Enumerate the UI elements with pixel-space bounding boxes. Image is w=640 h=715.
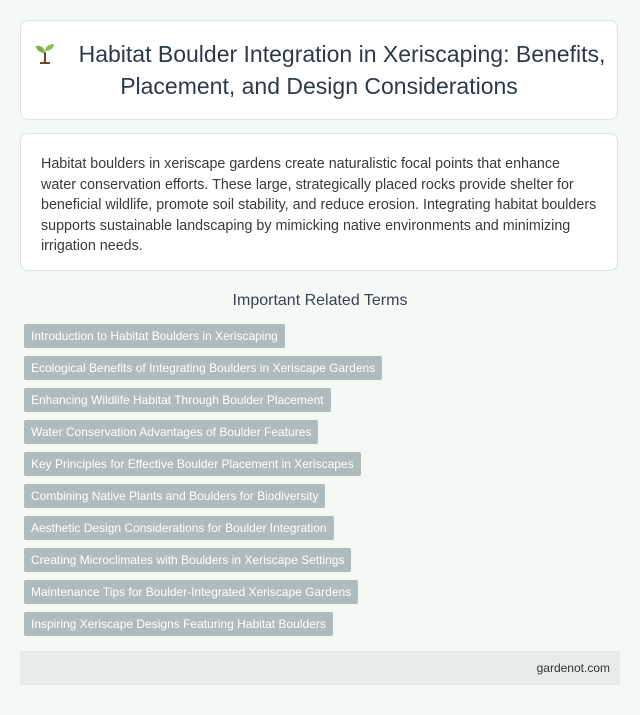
related-term-tag[interactable]: Enhancing Wildlife Habitat Through Boulder Placement	[24, 388, 331, 412]
summary-card	[20, 133, 618, 271]
related-term-tag[interactable]: Water Conservation Advantages of Boulder Features	[24, 420, 318, 444]
related-term-tag[interactable]: Combining Native Plants and Boulders for Biodiversity	[24, 484, 325, 508]
footer-site-link[interactable]: gardenot.com	[536, 661, 610, 675]
related-term-tag[interactable]: Maintenance Tips for Boulder-Integrated Xeriscape Gardens	[24, 580, 358, 604]
page-title	[21, 38, 617, 102]
footer	[20, 651, 620, 685]
related-terms-list	[24, 324, 382, 644]
related-terms-heading: Important Related Terms	[232, 292, 408, 309]
related-term-tag[interactable]: Creating Microclimates with Boulders in Xeriscape Settings	[24, 548, 351, 572]
related-term-tag[interactable]: Inspiring Xeriscape Designs Featuring Habitat Boulders	[24, 612, 333, 636]
related-term-tag[interactable]: Aesthetic Design Considerations for Boulder Integration	[24, 516, 334, 540]
related-term-tag[interactable]: Key Principles for Effective Boulder Placement in Xeriscapes	[24, 452, 361, 476]
sprout-icon	[33, 41, 57, 65]
related-term-tag[interactable]: Introduction to Habitat Boulders in Xeriscaping	[24, 324, 285, 348]
page-title-text: Habitat Boulder Integration in Xeriscaping: Benefits, Placement, and Design Considerations	[78, 41, 606, 99]
related-term-tag[interactable]: Ecological Benefits of Integrating Boulders in Xeriscape Gardens	[24, 356, 382, 380]
summary-text: Habitat boulders in xeriscape gardens create naturalistic focal points that enhance water conservation efforts. These large, strategically placed rocks provide shelter for beneficial wildlife, promote soil stability, and reduce erosion. Integrating habitat boulders supports sustainable landscaping by mimicking native environments and minimizing irrigation needs.	[41, 156, 597, 254]
title-card	[20, 20, 618, 120]
